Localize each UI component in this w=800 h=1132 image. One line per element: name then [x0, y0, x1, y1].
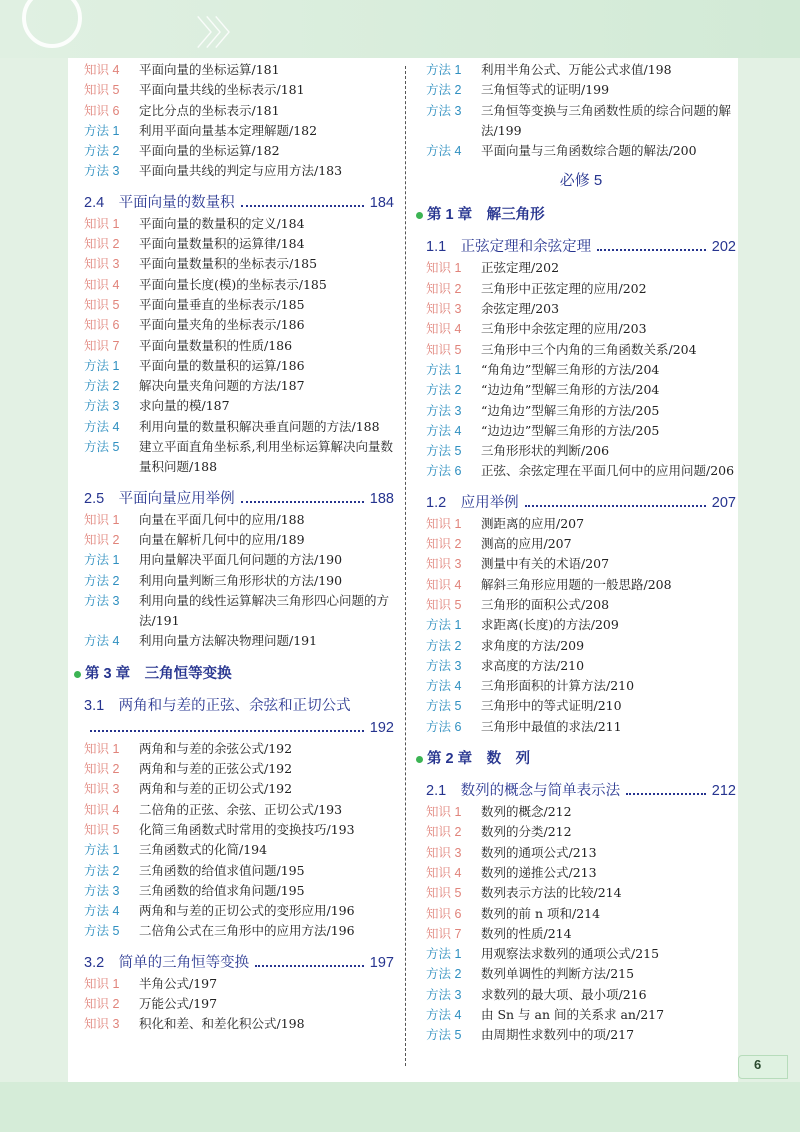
- entry-text: “角角边”型解三角形的方法/204: [481, 361, 660, 377]
- chapter-title: 第 2 章 数 列: [427, 751, 531, 768]
- entry-text: 二倍角的正弦、余弦、正切公式/193: [139, 801, 343, 817]
- entry-tag: 知识 2: [426, 537, 462, 552]
- entry-text: 数列的分类/212: [481, 824, 572, 840]
- entry-text: 三角函数的给值求值问题/195: [139, 862, 305, 878]
- entry-text: 平面向量夹角的坐标表示/186: [139, 317, 305, 333]
- entry-tag: 知识 4: [426, 577, 462, 592]
- entry-tag: 知识 5: [426, 886, 462, 901]
- entry-text: 余弦定理/203: [481, 301, 560, 317]
- entry-tag: 知识 2: [84, 532, 120, 547]
- toc-entry: [426, 696, 736, 716]
- entry-text: 求向量的模/187: [139, 398, 230, 414]
- toc-entry: [84, 779, 394, 799]
- entry-tag: 方法 4: [84, 904, 120, 919]
- toc-entry: [84, 161, 394, 181]
- entry-text: 定比分点的坐标表示/181: [139, 102, 280, 118]
- chapter-heading: [426, 205, 736, 226]
- entry-tag: 知识 1: [84, 741, 120, 756]
- entry-text: 解决向量夹角问题的方法/187: [139, 378, 305, 394]
- entry-tag: 知识 1: [426, 261, 462, 276]
- chapter-title: 第 3 章 三角恒等变换: [85, 665, 232, 682]
- entry-text: 三角恒等变换与三角函数性质的综合问题的解法/199: [481, 102, 732, 138]
- toc-entry: [426, 1005, 736, 1025]
- page-number-tab: [738, 1055, 788, 1079]
- toc-entry: [426, 656, 736, 676]
- section-title: 1.1 正弦定理和余弦定理: [426, 239, 592, 256]
- toc-entry: [84, 631, 394, 651]
- toc-entry: [84, 336, 394, 356]
- toc-entry: [84, 315, 394, 335]
- section-heading: [426, 236, 736, 258]
- entry-text: 平面向量共线的坐标表示/181: [139, 82, 305, 98]
- entry-tag: 知识 1: [426, 805, 462, 820]
- toc-entry: [84, 840, 394, 860]
- entry-tag: 知识 6: [84, 318, 120, 333]
- toc-entry: [426, 822, 736, 842]
- section-heading: [84, 192, 394, 214]
- entry-text: 利用平面向量基本定理解题/182: [139, 122, 318, 138]
- entry-text: 三角形面积的计算方法/210: [481, 678, 635, 694]
- toc-entry: [426, 360, 736, 380]
- entry-tag: 知识 2: [84, 996, 120, 1011]
- section-heading: [84, 488, 394, 510]
- entry-tag: 知识 3: [84, 1017, 120, 1032]
- entry-tag: 知识 2: [426, 281, 462, 296]
- toc-entry: [426, 575, 736, 595]
- entry-text: 三角形形状的判断/206: [481, 443, 610, 459]
- section-heading: [426, 780, 736, 802]
- entry-tag: 知识 2: [84, 762, 120, 777]
- header-band: [0, 0, 800, 58]
- chapter-bullet-icon: [74, 671, 81, 678]
- toc-entry: [84, 881, 394, 901]
- entry-tag: 方法 3: [84, 399, 120, 414]
- entry-tag: 方法 4: [426, 144, 462, 159]
- entry-tag: 知识 3: [84, 782, 120, 797]
- toc-entry: [426, 615, 736, 635]
- entry-text: 两角和与差的余弦公式/192: [139, 740, 293, 756]
- entry-tag: 知识 4: [84, 277, 120, 292]
- entry-tag: 方法 6: [426, 464, 462, 479]
- entry-text: 解斜三角形应用题的一般思路/208: [481, 576, 672, 592]
- entry-text: “边边边”型解三角形的方法/205: [481, 422, 660, 438]
- entry-text: 用向量解决平面几何问题的方法/190: [139, 552, 343, 568]
- entry-text: 利用向量的数量积解决垂直问题的方法/188: [139, 418, 380, 434]
- entry-tag: 方法 2: [426, 967, 462, 982]
- toc-right-column: [426, 60, 736, 1046]
- entry-tag: 方法 1: [426, 947, 462, 962]
- toc-entry: [426, 676, 736, 696]
- entry-text: 测量中有关的术语/207: [481, 556, 610, 572]
- toc-entry: [84, 994, 394, 1014]
- entry-tag: 知识 3: [84, 257, 120, 272]
- entry-text: 测距离的应用/207: [481, 515, 585, 531]
- circle-decoration: [22, 0, 82, 48]
- entry-text: 三角形中三个内角的三角函数关系/204: [481, 341, 697, 357]
- entry-tag: 方法 1: [426, 362, 462, 377]
- toc-entry: [426, 964, 736, 984]
- entry-text: 正弦、余弦定理在平面几何中的应用问题/206: [481, 463, 735, 479]
- entry-tag: 知识 4: [426, 322, 462, 337]
- chapter-heading: [84, 664, 394, 685]
- section-page: 188: [369, 490, 394, 507]
- entry-text: 平面向量的数量积的运算/186: [139, 357, 305, 373]
- entry-text: 向量在平面几何中的应用/188: [139, 511, 305, 527]
- page-number: 6: [754, 1057, 762, 1072]
- entry-text: 三角恒等式的证明/199: [481, 82, 610, 98]
- section-page: 197: [369, 954, 394, 971]
- toc-entry: [426, 421, 736, 441]
- toc-entry: [84, 101, 394, 121]
- toc-entry: [426, 60, 736, 80]
- toc-entry: [426, 717, 736, 737]
- toc-entry: [84, 234, 394, 254]
- entry-text: “边角边”型解三角形的方法/205: [481, 402, 660, 418]
- entry-text: 用观察法求数列的通项公式/215: [481, 946, 660, 962]
- entry-text: 平面向量共线的判定与应用方法/183: [139, 163, 343, 179]
- entry-text: “边边角”型解三角形的方法/204: [481, 382, 660, 398]
- section-title: 2.1 数列的概念与简单表示法: [426, 783, 621, 800]
- entry-tag: 方法 4: [426, 423, 462, 438]
- toc-entry: [426, 985, 736, 1005]
- entry-text: 平面向量的数量积的定义/184: [139, 215, 305, 231]
- toc-entry: [426, 843, 736, 863]
- toc-entry: [426, 802, 736, 822]
- dot-leader: [626, 793, 706, 795]
- toc-entry: [84, 1014, 394, 1034]
- toc-entry: [426, 554, 736, 574]
- toc-entry: [84, 295, 394, 315]
- toc-entry: [84, 437, 394, 478]
- entry-text: 正弦定理/202: [481, 260, 560, 276]
- section-page: 192: [369, 719, 394, 736]
- section-page: 202: [711, 239, 736, 256]
- entry-text: 二倍角公式在三角形中的应用方法/196: [139, 923, 355, 939]
- entry-tag: 知识 1: [84, 216, 120, 231]
- toc-entry: [84, 141, 394, 161]
- entry-text: 求高度的方法/210: [481, 657, 585, 673]
- dot-leader: [241, 501, 364, 503]
- section-title: 2.4 平面向量的数量积: [84, 194, 235, 211]
- entry-tag: 方法 5: [426, 444, 462, 459]
- section-title: 3.2 简单的三角恒等变换: [84, 954, 250, 971]
- toc-entry: [426, 258, 736, 278]
- entry-tag: 知识 7: [426, 926, 462, 941]
- entry-tag: 知识 4: [426, 865, 462, 880]
- entry-tag: 方法 3: [426, 987, 462, 1002]
- toc-entry: [426, 299, 736, 319]
- entry-tag: 知识 5: [426, 342, 462, 357]
- toc-entry: [426, 924, 736, 944]
- entry-tag: 方法 3: [426, 658, 462, 673]
- section-title: 1.2 应用举例: [426, 494, 519, 511]
- entry-tag: 方法 2: [426, 383, 462, 398]
- entry-text: 平面向量垂直的坐标表示/185: [139, 296, 305, 312]
- entry-tag: 方法 6: [426, 719, 462, 734]
- toc-entry: [426, 636, 736, 656]
- toc-entry: [84, 530, 394, 550]
- toc-entry: [426, 380, 736, 400]
- entry-tag: 方法 1: [426, 618, 462, 633]
- entry-text: 三角形中正弦定理的应用/202: [481, 280, 647, 296]
- entry-tag: 方法 1: [84, 553, 120, 568]
- entry-tag: 知识 6: [84, 103, 120, 118]
- toc-entry: [426, 595, 736, 615]
- toc-entry: [84, 591, 394, 632]
- section-page: 212: [711, 783, 736, 800]
- toc-entry: [84, 974, 394, 994]
- entry-tag: 方法 2: [84, 144, 120, 159]
- chapter-bullet-icon: [416, 756, 423, 763]
- toc-entry: [84, 550, 394, 570]
- entry-text: 平面向量的坐标运算/182: [139, 143, 280, 159]
- entry-text: 建立平面直角坐标系,利用坐标运算解决向量数量积问题/188: [139, 439, 393, 475]
- entry-tag: 知识 4: [84, 63, 120, 77]
- entry-tag: 知识 4: [84, 802, 120, 817]
- entry-tag: 方法 4: [84, 634, 120, 649]
- entry-text: 化简三角函数式时常用的变换技巧/193: [139, 821, 355, 837]
- toc-entry: [84, 356, 394, 376]
- toc-entry: [84, 417, 394, 437]
- entry-text: 数列的递推公式/213: [481, 864, 597, 880]
- toc-entry: [426, 863, 736, 883]
- footer-band: [0, 1082, 800, 1132]
- toc-entry: [426, 279, 736, 299]
- entry-tag: 方法 4: [426, 1007, 462, 1022]
- entry-tag: 方法 2: [84, 573, 120, 588]
- toc-entry: [426, 401, 736, 421]
- entry-tag: 方法 5: [426, 699, 462, 714]
- dot-leader: [255, 965, 364, 967]
- entry-tag: 知识 5: [426, 597, 462, 612]
- toc-entry: [84, 60, 394, 80]
- entry-tag: 知识 3: [426, 302, 462, 317]
- entry-text: 利用半角公式、万能公式求值/198: [481, 62, 672, 77]
- entry-text: 平面向量数量积的性质/186: [139, 337, 293, 353]
- section-page: 184: [369, 194, 394, 211]
- entry-text: 利用向量方法解决物理问题/191: [139, 633, 318, 649]
- dot-leader: [241, 205, 364, 207]
- toc-entry: [84, 901, 394, 921]
- entry-text: 数列的性质/214: [481, 925, 572, 941]
- toc-entry: [84, 739, 394, 759]
- entry-tag: 方法 5: [84, 924, 120, 939]
- section-page: 207: [711, 494, 736, 511]
- section-title: 2.5 平面向量应用举例: [84, 490, 235, 507]
- entry-tag: 方法 3: [84, 164, 120, 179]
- book-heading: 必修 5: [559, 172, 603, 190]
- entry-text: 两角和与差的正切公式/192: [139, 781, 293, 797]
- chevrons-decoration: 〉〉〉: [196, 14, 240, 54]
- toc-entry: [426, 944, 736, 964]
- toc-entry: [84, 121, 394, 141]
- entry-text: 三角形中的等式证明/210: [481, 698, 622, 714]
- entry-tag: 方法 2: [426, 638, 462, 653]
- entry-text: 两角和与差的正弦公式/192: [139, 761, 293, 777]
- entry-tag: 知识 5: [84, 83, 120, 98]
- toc-entry: [84, 510, 394, 530]
- toc-entry: [426, 340, 736, 360]
- dot-leader: [525, 505, 706, 507]
- section-heading: [84, 695, 394, 739]
- toc-entry: [84, 214, 394, 234]
- entry-text: 由周期性求数列中的项/217: [481, 1027, 635, 1043]
- toc-entry: [426, 904, 736, 924]
- entry-text: 平面向量与三角函数综合题的解法/200: [481, 143, 697, 159]
- entry-tag: 知识 7: [84, 338, 120, 353]
- toc-left-column: [84, 60, 394, 1035]
- entry-text: 平面向量的坐标运算/181: [139, 62, 280, 77]
- entry-tag: 知识 6: [426, 906, 462, 921]
- toc-entry: [426, 514, 736, 534]
- entry-tag: 方法 3: [84, 593, 120, 608]
- toc-entry: [426, 141, 736, 161]
- entry-text: 求数列的最大项、最小项/216: [481, 986, 647, 1002]
- toc-entry: [426, 1025, 736, 1045]
- toc-entry: [84, 921, 394, 941]
- entry-text: 三角形中余弦定理的应用/203: [481, 321, 647, 337]
- entry-tag: 方法 5: [84, 440, 120, 455]
- toc-entry: [426, 319, 736, 339]
- entry-tag: 方法 3: [426, 103, 462, 118]
- entry-tag: 知识 5: [84, 822, 120, 837]
- toc-entry: [426, 101, 736, 142]
- dot-leader: [90, 730, 364, 732]
- entry-text: 数列的通项公式/213: [481, 844, 597, 860]
- toc-entry: [84, 820, 394, 840]
- entry-text: 利用向量判断三角形形状的方法/190: [139, 572, 343, 588]
- entry-tag: 方法 5: [426, 1028, 462, 1043]
- entry-text: 三角函数式的化简/194: [139, 842, 268, 858]
- entry-text: 三角形中最值的求法/211: [481, 718, 622, 734]
- toc-entry: [84, 571, 394, 591]
- entry-tag: 方法 1: [84, 358, 120, 373]
- chapter-heading: [426, 749, 736, 770]
- entry-text: 求距离(长度)的方法/209: [481, 617, 619, 633]
- entry-tag: 方法 1: [426, 63, 462, 77]
- entry-tag: 知识 1: [84, 976, 120, 991]
- entry-text: 求角度的方法/209: [481, 637, 585, 653]
- entry-tag: 知识 2: [84, 237, 120, 252]
- entry-tag: 方法 4: [426, 679, 462, 694]
- toc-entry: [84, 759, 394, 779]
- entry-tag: 知识 5: [84, 297, 120, 312]
- entry-text: 积化和差、和差化积公式/198: [139, 1016, 305, 1032]
- entry-tag: 方法 1: [84, 123, 120, 138]
- entry-text: 数列的概念/212: [481, 804, 572, 820]
- column-divider: [405, 66, 406, 1066]
- toc-entry: [84, 376, 394, 396]
- entry-tag: 方法 1: [84, 843, 120, 858]
- entry-text: 平面向量长度(模)的坐标表示/185: [139, 276, 327, 292]
- entry-text: 平面向量数量积的坐标表示/185: [139, 256, 318, 272]
- entry-text: 由 Sn 与 an 间的关系求 an/217: [481, 1006, 665, 1022]
- section-title: 3.1 两角和与差的正弦、余弦和正切公式: [84, 697, 351, 714]
- entry-tag: 方法 2: [84, 379, 120, 394]
- entry-tag: 知识 1: [426, 516, 462, 531]
- entry-tag: 知识 1: [84, 512, 120, 527]
- entry-tag: 方法 3: [84, 883, 120, 898]
- toc-entry: [426, 461, 736, 481]
- entry-text: 数列表示方法的比较/214: [481, 885, 622, 901]
- chapter-title: 第 1 章 解三角形: [427, 207, 545, 224]
- section-heading: [84, 952, 394, 974]
- toc-entry: [84, 275, 394, 295]
- entry-text: 半角公式/197: [139, 975, 218, 991]
- toc-entry: [426, 441, 736, 461]
- entry-text: 数列单调性的判断方法/215: [481, 966, 635, 982]
- dot-leader: [597, 249, 706, 251]
- entry-tag: 方法 4: [84, 419, 120, 434]
- section-heading: [426, 492, 736, 514]
- entry-text: 利用向量的线性运算解决三角形四心问题的方法/191: [139, 592, 390, 629]
- entry-text: 向量在解析几何中的应用/189: [139, 531, 305, 547]
- toc-entry: [426, 534, 736, 554]
- toc-entry: [84, 800, 394, 820]
- entry-tag: 方法 3: [426, 403, 462, 418]
- toc-entry: [426, 883, 736, 903]
- toc-entry: [84, 396, 394, 416]
- entry-tag: 方法 2: [426, 83, 462, 98]
- entry-text: 数列的前 n 项和/214: [481, 905, 601, 921]
- toc-entry: [84, 861, 394, 881]
- entry-tag: 知识 2: [426, 825, 462, 840]
- entry-text: 三角形的面积公式/208: [481, 596, 610, 612]
- entry-tag: 知识 3: [426, 845, 462, 860]
- entry-text: 测高的应用/207: [481, 536, 572, 552]
- toc-entry: [426, 80, 736, 100]
- toc-entry: [84, 80, 394, 100]
- toc-entry: [84, 254, 394, 274]
- entry-tag: 方法 2: [84, 863, 120, 878]
- entry-text: 万能公式/197: [139, 995, 218, 1011]
- entry-text: 两角和与差的正切公式的变形应用/196: [139, 903, 355, 919]
- entry-text: 三角函数的给值求角问题/195: [139, 882, 305, 898]
- entry-text: 平面向量数量积的运算律/184: [139, 236, 305, 252]
- entry-tag: 知识 3: [426, 557, 462, 572]
